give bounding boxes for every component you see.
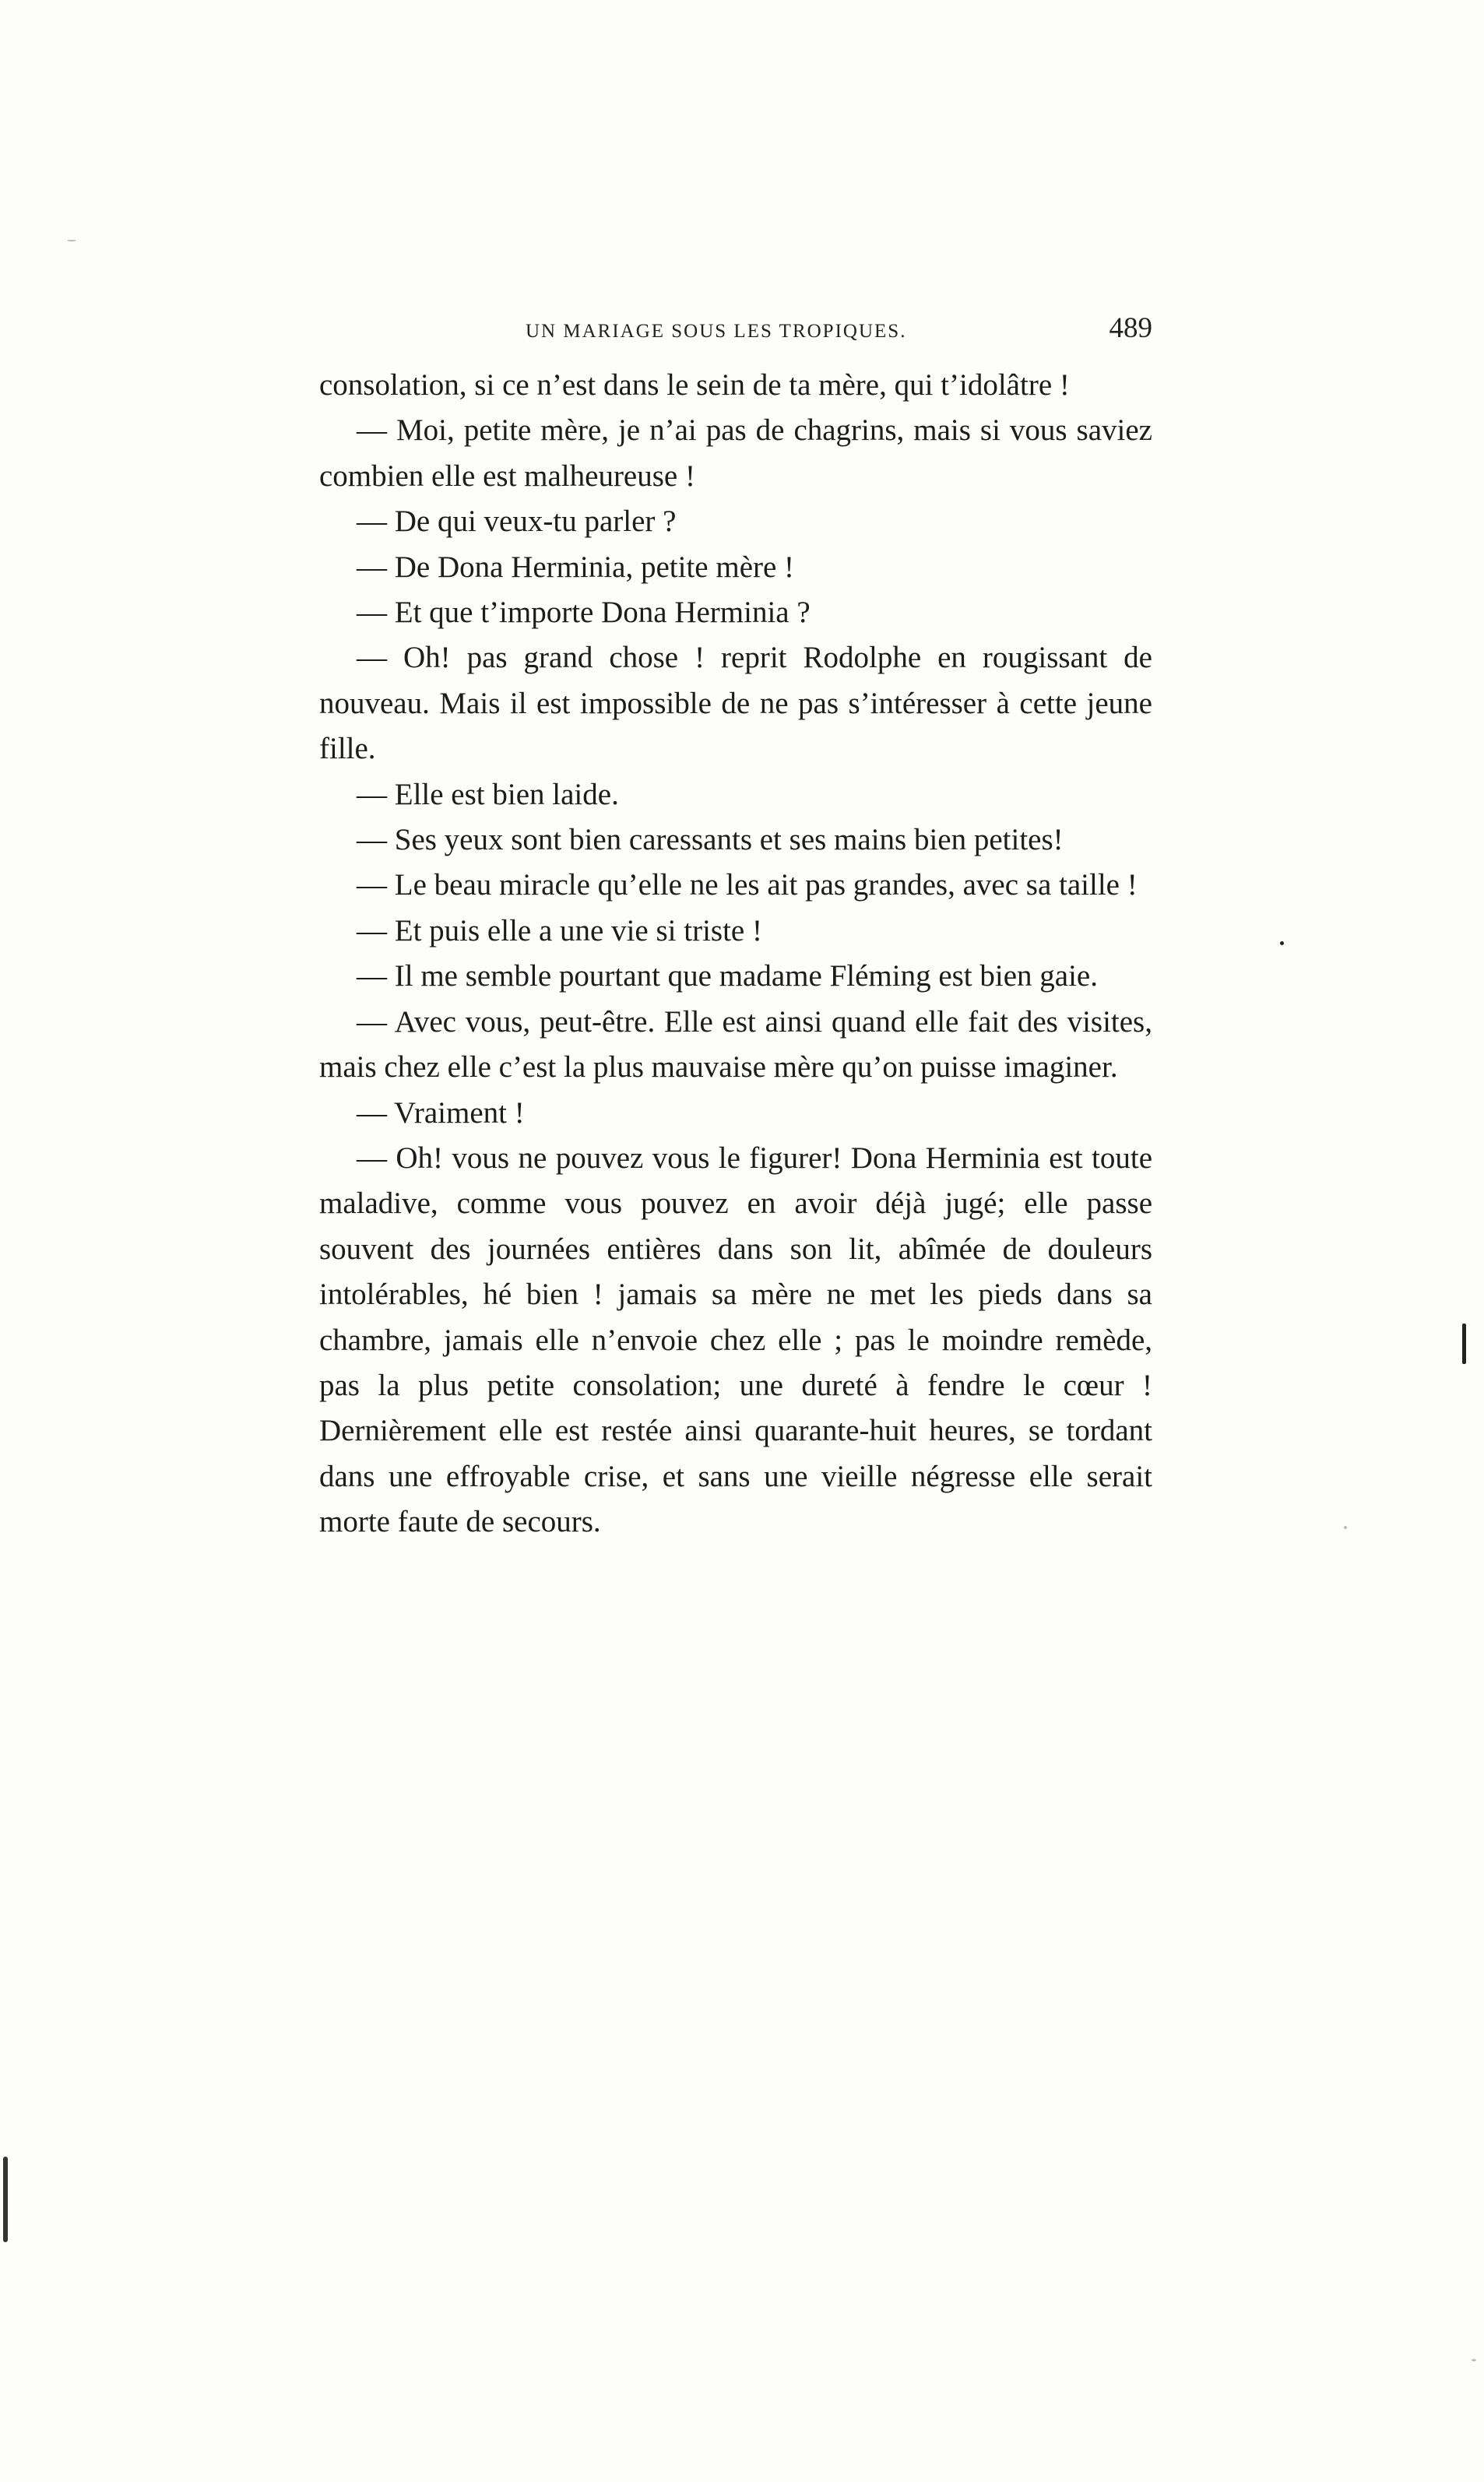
paragraph: — Oh! pas grand chose ! reprit Rodolphe en rougissant de nouveau. Mais il est impossible de ne pas s’intéresser à cette jeune fille.	[319, 641, 1152, 766]
paragraph: — Et que t’importe Dona Herminia ?	[357, 596, 811, 630]
paragraph: — Ses yeux sont bien caressants et ses mains bien petites!	[357, 823, 1064, 857]
paragraph: consolation, si ce n’est dans le sein de ta mère, qui t’idolâtre !	[319, 368, 1070, 402]
paragraph: — De qui veux-tu parler ?	[357, 504, 677, 539]
paragraph: — Et puis elle a une vie si triste !	[357, 913, 762, 947]
paragraph: — Le beau miracle qu’elle ne les ait pas grandes, avec sa taille !	[357, 868, 1138, 902]
scan-speck	[1472, 2359, 1476, 2361]
running-title: UN MARIAGE SOUS LES TROPIQUES.	[526, 321, 907, 342]
body-text	[319, 363, 1152, 1545]
ink-dot	[1280, 941, 1284, 945]
page-number: 489	[1109, 312, 1152, 344]
scan-speck	[1344, 1526, 1347, 1529]
paragraph: — De Dona Herminia, petite mère !	[357, 550, 795, 584]
scan-edge-mark	[3, 2157, 8, 2242]
paragraph: — Vraiment !	[357, 1095, 525, 1130]
ink-smudge	[1462, 1324, 1466, 1364]
paragraph: — Oh! vous ne pouvez vous le figurer! Dona Herminia est toute maladive, comme vous pouvez en avoir déjà jugé; elle passe souvent des journées entières dans son lit, abîmée de douleurs intolérables, hé bien ! jamais sa mère ne met les pieds dans sa chambre, jamais elle n’envoie chez elle ; pas le moindre remède, pas la plus petite consolation; une dureté à fendre le cœur ! Dernièrement elle est restée ainsi quarante-huit heures, se tordant dans une effroyable crise, et sans une vieille négresse elle serait morte faute de secours.	[319, 1141, 1152, 1539]
scan-speck	[67, 240, 76, 241]
paragraph: — Moi, petite mère, je n’ai pas de chagrins, mais si vous saviez combien elle est malheureuse !	[319, 413, 1152, 493]
page-header	[327, 311, 1152, 350]
paragraph: — Elle est bien laide.	[357, 777, 619, 811]
paragraph: — Avec vous, peut-être. Elle est ainsi quand elle fait des visites, mais chez elle c’est la plus mauvaise mère qu’on puisse imaginer.	[319, 1004, 1152, 1085]
paragraph: — Il me semble pourtant que madame Fléming est bien gaie.	[357, 959, 1098, 993]
